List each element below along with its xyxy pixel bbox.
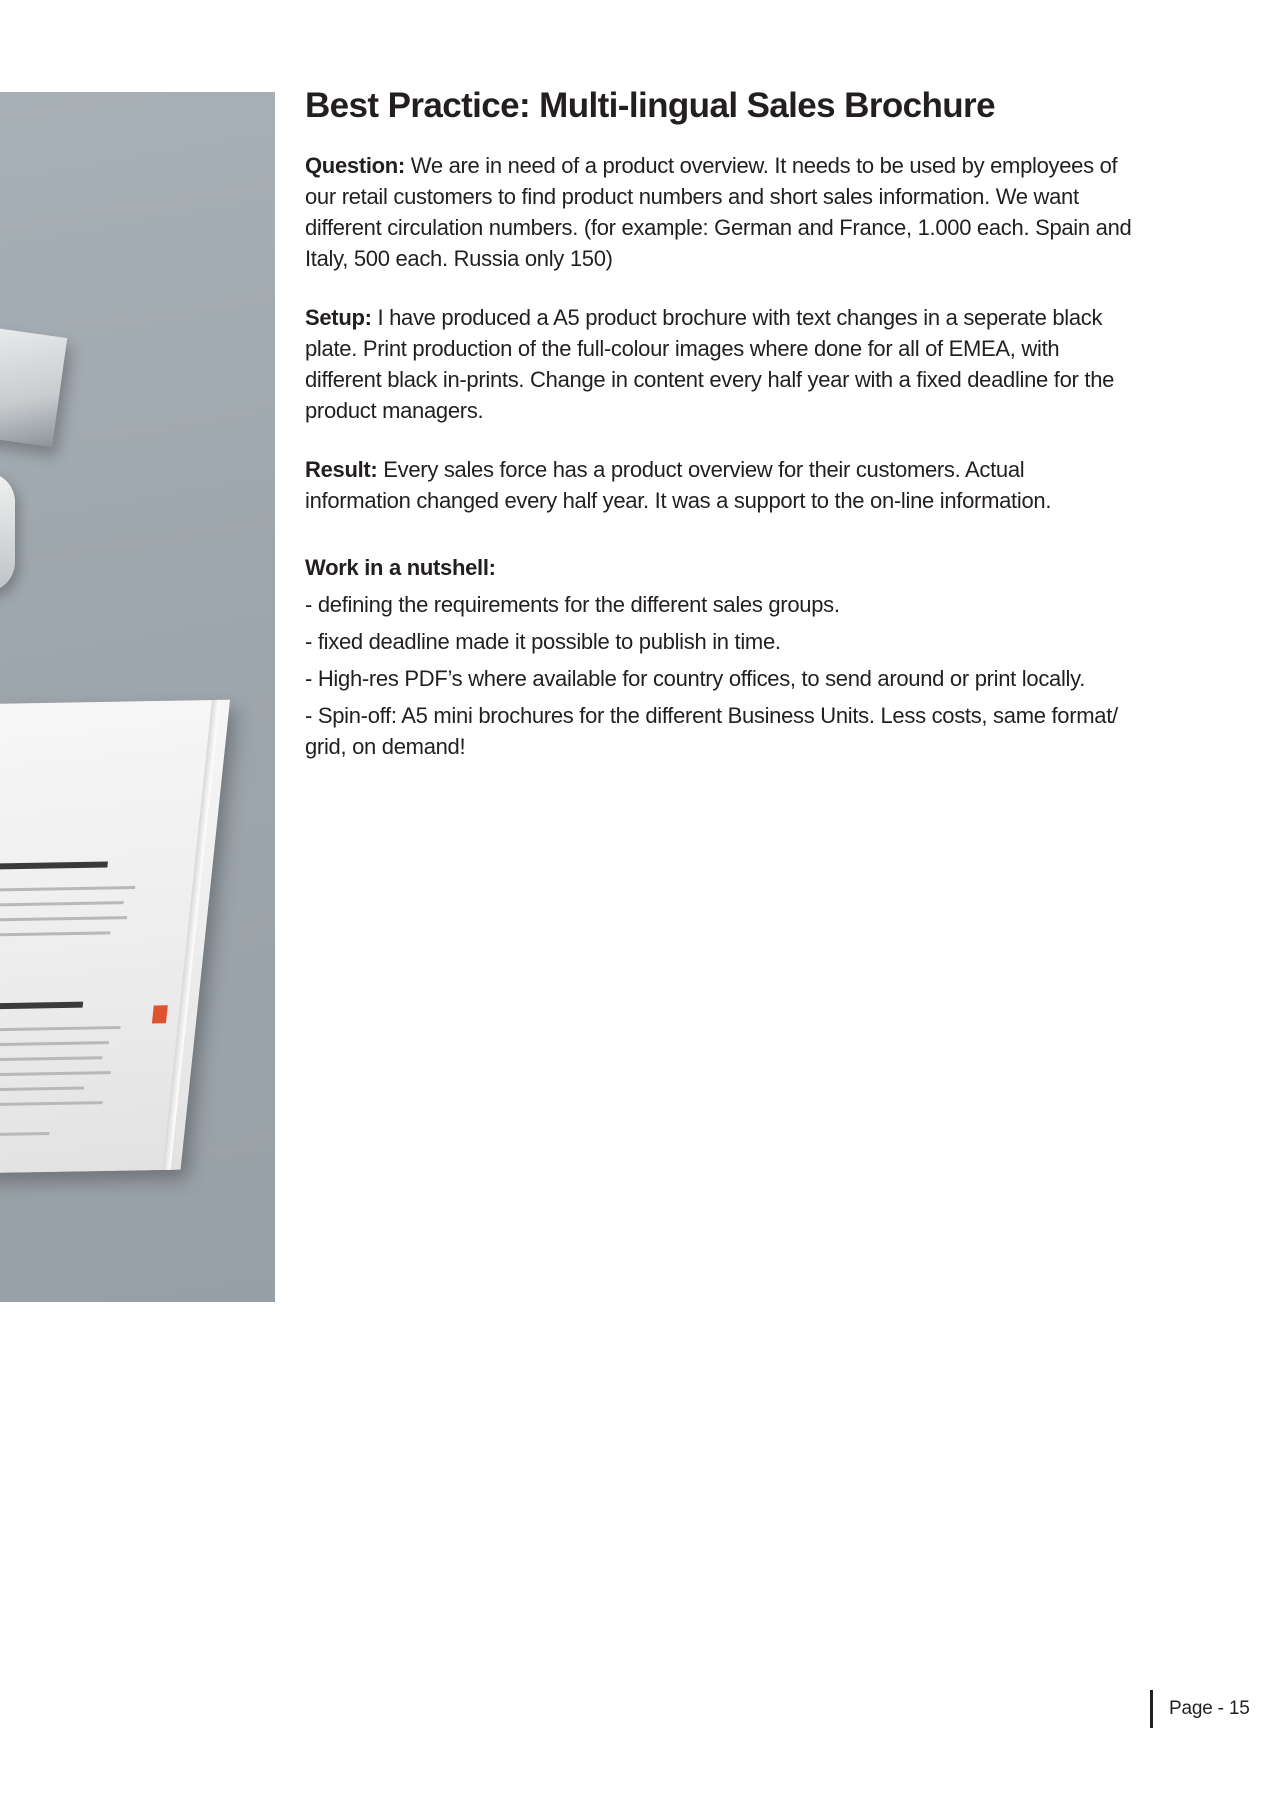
brochure-photo <box>0 92 275 1302</box>
page-text-line <box>0 931 111 936</box>
page-text-line <box>0 886 135 892</box>
page-text-line <box>0 1026 121 1032</box>
page-text-line <box>0 1101 103 1106</box>
question-paragraph <box>305 150 1135 274</box>
list-item: - Spin-off: A5 mini brochures for the different Business Units. Less costs, same format/ grid, on demand! <box>305 703 1118 759</box>
question-label: Question: <box>305 153 405 178</box>
page-number: Page - 15 <box>1169 1698 1250 1719</box>
page-text-line <box>0 1086 84 1091</box>
list-item: - fixed deadline made it possible to publish in time. <box>305 629 781 654</box>
question-text: We are in need of a product overview. It needs to be used by employees of our retail customers to find product numbers and short sales information. We want different circulation numbers. (for example: German and France, 1.000 each. Spain and Italy, 500 each. Russia only 150) <box>305 153 1132 271</box>
result-text: Every sales force has a product overview for their customers. Actual information changed every half year. It was a support to the on-line information. <box>305 457 1052 513</box>
nutshell-list <box>305 589 1135 762</box>
footer-divider <box>1150 1690 1153 1728</box>
setup-text: I have produced a A5 product brochure with text changes in a seperate black plate. Print production of the full-colour images where done for all of EMEA, with different black in-prints. Change in content every half year with a fixed deadline for the product managers. <box>305 305 1115 423</box>
result-label: Result: <box>305 457 378 482</box>
page-text-line <box>0 1132 49 1137</box>
setup-label: Setup: <box>305 305 372 330</box>
page-footer <box>1150 1690 1250 1728</box>
list-item: - High-res PDF’s where available for country offices, to send around or print locally. <box>305 666 1086 691</box>
brochure-page <box>0 700 230 1175</box>
page-text-line <box>0 901 124 906</box>
brochure-corner <box>0 327 67 447</box>
list-item: - defining the requirements for the different sales groups. <box>305 592 840 617</box>
page-color-tab <box>152 1005 168 1023</box>
page-spine <box>162 700 220 1170</box>
page-text-line <box>0 916 127 922</box>
brochure-edge <box>0 472 15 592</box>
page-heading-line <box>0 862 108 870</box>
nutshell-heading: Work in a nutshell: <box>305 555 496 580</box>
result-paragraph <box>305 454 1135 516</box>
setup-paragraph <box>305 302 1135 426</box>
page-text-line <box>0 1071 111 1077</box>
page-text-line <box>0 1056 102 1061</box>
page-heading-line <box>0 1002 83 1010</box>
page-text-line <box>0 1041 109 1046</box>
main-content <box>305 84 1135 768</box>
page-title: Best Practice: Multi-lingual Sales Brochure <box>305 86 995 125</box>
